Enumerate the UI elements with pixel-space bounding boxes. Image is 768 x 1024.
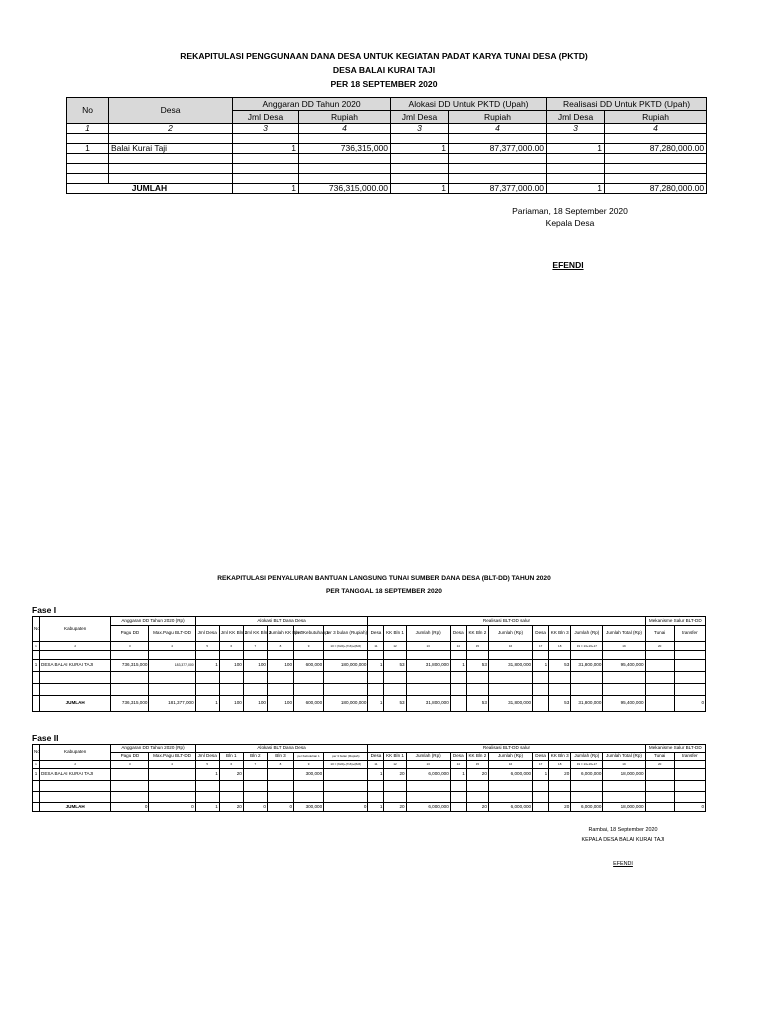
blt-signature-place-date: Rambai, 18 September 2020	[588, 827, 658, 833]
header-rupiah: Rupiah	[449, 111, 547, 124]
header-jml-desa: Jml Desa	[547, 111, 605, 124]
table-row: 1 DESA BALAI KURAI TAJI 736,315,000 183,377,000 1 100 100 100 600,000 180,000,000 1 53 31,800,000 1 53 31,800,000 1 53 31,800,000 95,400,000	[33, 660, 706, 672]
col-number: 3	[233, 124, 299, 134]
col-number: 1	[67, 124, 109, 134]
header-kabupaten: Kabupaten	[40, 617, 111, 642]
header-anggaran: Anggaran DD Tahun 2020 (Rp)	[111, 617, 195, 626]
signature-place-date: Pariaman, 18 September 2020	[512, 206, 628, 216]
header-mekanisme: Mekanisme Salur BLT-DD	[645, 745, 705, 753]
header-jml-desa: Jml Desa	[391, 111, 449, 124]
header-alokasi: Alokasi DD Untuk PKTD (Upah)	[391, 98, 547, 111]
header-rupiah: Rupiah	[299, 111, 391, 124]
signature-position: Kepala Desa	[545, 218, 595, 228]
table-row: 1 DESA BALAI KURAI TAJI 1 20 300,000 1 20 6,000,000 1 20 6,000,000 1 20 6,000,000 18,000,000	[33, 769, 706, 781]
fase1-table: No Kabupaten Anggaran DD Tahun 2020 (Rp) Alokasi BLT Dana Desa Realisasi BLT-DD salur Mekanisme Salur BLT-DD Pagu DD Max.Pagu BLT-DD Jml Desa Jml KK Bln 1 Jml KK Bln 2 Jumlah KK Bln 3 per Kebutuhan 1 per 3 bulan (Rupiah) Desa KK Bln 1 Jumlah (Rp) Desa KK Bln 2 Jumlah (Rp) Desa KK Bln 3 Jumlah (Rp) Jumlah Total (Rp) Tunai transfer 1 2 3 4 5 6 7 8 9 10 = (6x6)+(7x6)+(8x6) 11 12 13 14 15 16 17 18 19 = 13+16+17 19 20 1 DESA BALAI KURAI TAJI 736,315,000 183,377,000 1 100 100 100 600,000 180,000,000 1 53 31,800,000 1 53 31,800,000 1 53 31,800,000 95,400,000 JUMLAH 736,315,000 181,377,000 1 100 100 100 600,000 180,000,000 1 53 31,800,000 53 31,800,000 53 31,800,000 95,400,000 0	[32, 616, 706, 712]
header-kabupaten: Kabupaten	[40, 745, 111, 761]
col-number: 2	[109, 124, 233, 134]
header-realisasi: Realisasi BLT-DD salur	[368, 745, 645, 753]
pktd-table	[66, 97, 707, 194]
header-mekanisme: Mekanisme Salur BLT-DD	[645, 617, 705, 626]
header-anggaran: Anggaran DD Tahun 2020	[233, 98, 391, 111]
col-number: 4	[299, 124, 391, 134]
header-rupiah: Rupiah	[605, 111, 707, 124]
col-number: 4	[449, 124, 547, 134]
blt-title-2: PER TANGGAL 18 SEPTEMBER 2020	[326, 588, 442, 595]
header-realisasi: Realisasi BLT-DD salur	[368, 617, 645, 626]
blt-signature-name: EFENDI	[613, 861, 633, 867]
doc-title-3: PER 18 SEPTEMBER 2020	[330, 79, 438, 89]
header-desa: Desa	[109, 98, 233, 124]
fase2-table: No Kabupaten Anggaran DD Tahun 2020 (Rp) Alokasi BLT Dana Desa Realisasi BLT-DD salur Mekanisme Salur BLT-DD Pagu DD Max.Pagu BLT-DD Jml Desa Bln 1 Bln 2 Bln 3 per Kebutuhan 1 per 3 bulan (Rupiah) Desa KK Bln 1 Jumlah (Rp) Desa KK Bln 2 Jumlah (Rp) Desa KK Bln 3 Jumlah (Rp) Jumlah Total (Rp) Tunai transfer 1 2 3 4 5 6 7 8 9 10 = (6x6)+(7x6)+(8x6) 11 12 13 14 15 16 17 18 19 = 13+16+17 19 20 1 DESA BALAI KURAI TAJI 1 20 300,000 1 20 6,000,000 1 20 6,000,000 1 20 6,000,000 18,000,000 JUMLAH 0 0 1 20 0 0 300,000 0 1 20 6,000,000 20 6,000,000 20 6,000,000 18,000,000 0	[32, 744, 706, 812]
fase2-label: Fase II	[32, 733, 59, 743]
total-row: JUMLAH 0 0 1 20 0 0 300,000 0 1 20 6,000,000 20 6,000,000 20 6,000,000 18,000,000 0	[33, 803, 706, 812]
header-alokasi: Alokasi BLT Dana Desa	[195, 617, 368, 626]
header-realisasi: Realisasi DD Untuk PKTD (Upah)	[547, 98, 707, 111]
header-alokasi: Alokasi BLT Dana Desa	[195, 745, 368, 753]
header-no: No	[33, 617, 40, 642]
header-no: No	[33, 745, 40, 761]
blt-title-1: REKAPITULASI PENYALURAN BANTUAN LANGSUNG TUNAI SUMBER DANA DESA (BLT-DD) TAHUN 2020	[217, 575, 551, 582]
signature-name: EFENDI	[552, 260, 584, 270]
doc-title-2: DESA BALAI KURAI TAJI	[332, 65, 436, 75]
header-anggaran: Anggaran DD Tahun 2020 (Rp)	[111, 745, 195, 753]
doc-title-1: REKAPITULASI PENGGUNAAN DANA DESA UNTUK KEGIATAN PADAT KARYA TUNAI DESA (PKTD)	[180, 51, 588, 61]
col-number: 3	[391, 124, 449, 134]
header-no: No	[67, 98, 109, 124]
table-row: 1 Balai Kurai Taji 1 736,315,000 1 87,377,000.00 1 87,280,000.00	[67, 144, 707, 154]
header-jml-desa: Jml Desa	[233, 111, 299, 124]
col-number: 4	[605, 124, 707, 134]
total-row: JUMLAH 1 736,315,000.00 1 87,377,000.00 1 87,280,000.00	[67, 184, 707, 194]
blt-signature-position: KEPALA DESA BALAI KURAI TAJI	[581, 837, 665, 843]
fase1-label: Fase I	[32, 605, 57, 615]
col-number: 3	[547, 124, 605, 134]
total-row: JUMLAH 736,315,000 181,377,000 1 100 100 100 600,000 180,000,000 1 53 31,800,000 53 31,800,000 53 31,800,000 95,400,000 0	[33, 696, 706, 712]
